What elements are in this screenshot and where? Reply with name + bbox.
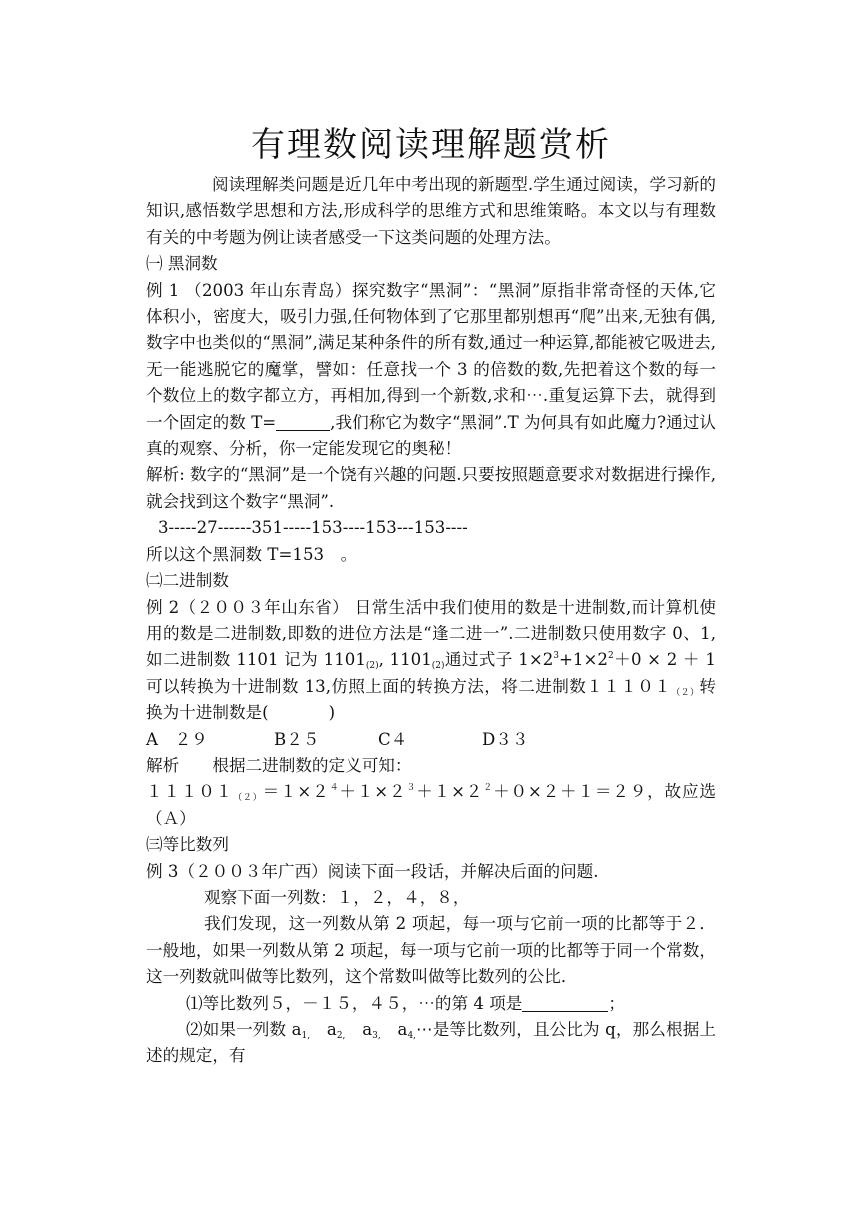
exponent: 2 [607, 651, 614, 662]
example-1-tail: ,我们称它为数字“黑洞”.T 为何具有如此魔力?通过认真的观察、分析，你一定能发现它的奥秘！ [146, 412, 716, 459]
question-1-text: ⑴等比数列５，－１５，４５，⋯的第 4 项是 [186, 993, 523, 1013]
question-2-part-e: ⋯是等比数列，且公比为 q，那么根据上述的规定，有 [146, 1020, 716, 1066]
analysis-1: 解析: 数字的“黑洞”是一个饶有兴趣的问题.只要按照题意要求对数据进行操作,就会找到这个数字“黑洞”. [146, 465, 716, 511]
calc-part-b: ＝１×２ [262, 782, 330, 802]
answer-blank-q1[interactable] [522, 993, 608, 1012]
calc-part-c: ＋１×２ [339, 782, 407, 802]
section-heading-binary: ㈡二进制数 [146, 571, 229, 591]
subscript: 4, [407, 1031, 417, 1041]
example-2-part-b: 通过式子 1×2 [444, 650, 554, 670]
example-2-part-a: 例 2（２００３年山东省） 日常生活中我们使用的数是十进制数,而计算机使用的数是二进制数,即数的进位方法是“逢二进一”.二进制数只使用数字 0、1,如二进制数 1101 记为 1101 [146, 597, 716, 670]
question-1-end: ； [608, 993, 625, 1013]
question-2-part-a: ⑵如果一列数 a [186, 1020, 302, 1039]
calc-part-d: ＋１×２ [416, 782, 484, 802]
observe-line: 观察下面一列数：１，２，４，８， [204, 887, 470, 907]
option-a: A ２９ [146, 729, 208, 749]
definition-text: 我们发现，这一列数从第 2 项起，每一项与它前一项的比都等于２．一般地，如果一列数从第 2 项起，每一项与它前一项的比都等于同一个常数，这一列数就叫做等比数列，这个常数叫做等比数列的公比． [146, 914, 716, 987]
exponent: ３ [406, 783, 417, 794]
exponent: ２ [483, 783, 494, 794]
question-2-part-c: a [345, 1020, 373, 1039]
example-2-part-c: +1×2 [559, 650, 608, 670]
subscript: 1, [301, 1031, 311, 1041]
example-1-text: 例 1 （2003 年山东青岛）探究数字“黑洞”：“黑洞”原指非常奇怪的天体,它体积小，密度大，吸引力强,任何物体到了它那里都别想再“爬”出来,无独有偶,数字中也类似的“黑洞”,满足某种条件的所有数,通过一种运算,都能被它吸进去,无一能逃脱它的魔掌，譬如：任意找一个 3 的倍数的数,先把着这个数的每一个数位上的数字都立方，再相加,得到一个新数,求和⋯.重复运算下去，就得到一个固定的数 T= [146, 280, 716, 432]
section-heading-black-hole: ㈠ 黑洞数 [146, 254, 218, 274]
subscript: 3, [372, 1031, 381, 1041]
example-2-part-e: 转换为十进制数是( [146, 676, 716, 723]
example-2-part-d: ＋0 × 2 ＋ 1 可以转换为十进制数 13,仿照上面的转换方法，将二进制数１１１０１ [146, 650, 716, 696]
section-heading-geometric: ㈢等比数列 [146, 835, 229, 855]
example-2 [146, 595, 716, 727]
subscript: (2) [365, 661, 379, 672]
question-1 [146, 991, 716, 1017]
analysis-2-label: 解析 根据二进制数的定义可知： [146, 755, 412, 775]
answer-blank[interactable] [276, 412, 330, 431]
subscript: (2) [431, 661, 445, 672]
sequence-line: 3-----27------351-----153----153---153---- [158, 518, 468, 538]
example-2-sep: , 1101 [378, 650, 432, 670]
example-3: 例 3（２００３年广西）阅读下面一段话，并解决后面的问题. [146, 861, 599, 881]
example-1 [146, 278, 716, 463]
option-c: C４ [378, 729, 408, 749]
question-2-part-d: a [380, 1020, 408, 1039]
question-2-part-b: a [310, 1020, 337, 1039]
close-paren: ) [328, 703, 336, 723]
calc-part-a: １１１０１ [146, 782, 234, 802]
exponent: 3 [553, 651, 560, 662]
question-2 [146, 1017, 716, 1070]
subscript: 2, [336, 1031, 346, 1041]
intro-paragraph: 阅读理解类问题是近几年中考出现的新题型.学生通过阅读，学习新的知识,感悟数学思想和方法,形成科学的思维方式和思维策略。本文以与有理数有关的中考题为例让读者感受一下这类问题的处理方法。 [146, 175, 716, 247]
document-body [146, 120, 716, 1070]
option-d: D３３ [482, 729, 529, 749]
definition-paragraph [146, 911, 716, 990]
page-title: 有理数阅读理解题赏析 [251, 125, 611, 165]
exponent: ４ [329, 783, 340, 794]
subscript: （２） [671, 687, 700, 698]
calc-part-f: ＋０×２＋１＝２９，故应选（Ａ） [146, 782, 716, 828]
conclusion-1: 所以这个黑洞数 T=153 。 [146, 544, 358, 564]
option-b: B２５ [274, 729, 320, 749]
options-row [146, 727, 716, 753]
subscript: （２） [233, 793, 263, 804]
analysis-2-calc [146, 779, 716, 832]
